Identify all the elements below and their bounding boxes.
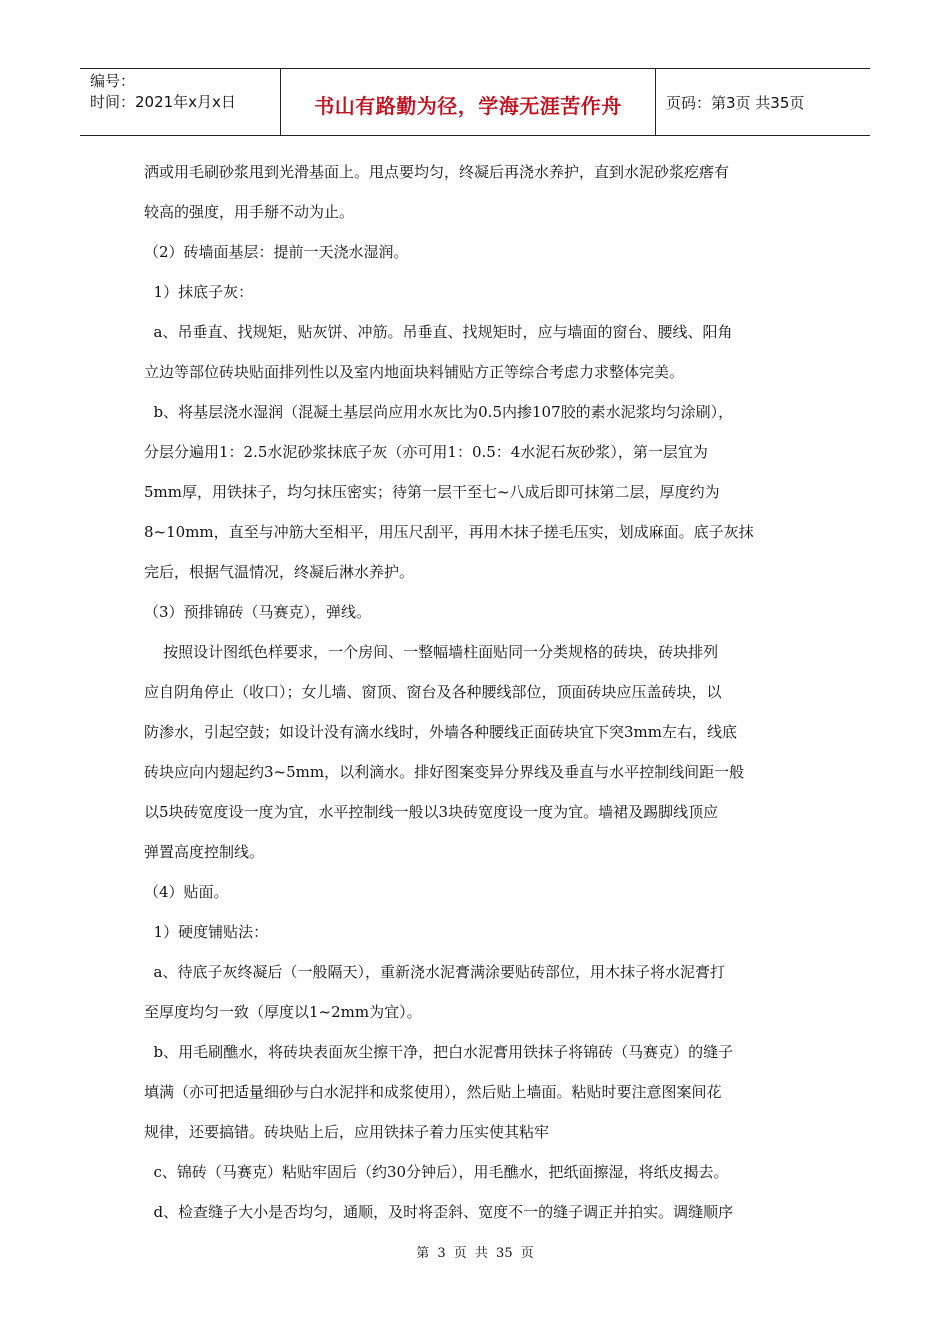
document-body — [144, 152, 814, 1232]
text-line: 规律，还要搞错。砖块贴上后，应用铁抹子着力压实使其粘牢 — [144, 1123, 550, 1141]
text-line: b、用毛刷醮水，将砖块表面灰尘擦干净，把白水泥膏用铁抹子将锦砖（马赛克）的缝子 — [144, 1043, 734, 1061]
text-line: 按照设计图纸色样要求，一个房间、一整幅墙柱面贴同一分类规格的砖块，砖块排列 — [144, 643, 719, 661]
page-footer: 第 3 页 共 35 页 — [416, 1246, 534, 1261]
text-line: 填满（亦可把适量细砂与白水泥拌和成浆使用），然后贴上墙面。粘贴时要注意图案间花 — [144, 1083, 722, 1101]
text-line: b、将基层浇水湿润（混凝土基层尚应用水灰比为0.5内掺107胶的素水泥浆均匀涂刷）， — [144, 403, 734, 421]
text-line: 分层分遍用1：2.5水泥砂浆抹底子灰（亦可用1：0.5：4水泥石灰砂浆），第一层宜为 — [144, 443, 708, 461]
text-line: 防渗水，引起空鼓；如设计没有滴水线时，外墙各种腰线正面砖块宜下突3mm左右，线底 — [144, 723, 737, 741]
text-line: 砖块应向内翅起约3~5mm，以利滴水。排好图案变异分界线及垂直与水平控制线间距一般 — [144, 763, 745, 781]
text-line: 弹置高度控制线。 — [144, 843, 265, 861]
page-header — [80, 68, 870, 136]
text-line: 5mm厚，用铁抹子，均匀抹压密实；待第一层干至七~八成后即可抹第二层，厚度约为 — [144, 483, 720, 501]
text-line: 以5块砖宽度设一度为宜，水平控制线一般以3块砖宽度设一度为宜。墙裙及踢脚线顶应 — [144, 803, 719, 821]
text-line: 洒或用毛刷砂浆甩到光滑基面上。甩点要均匀，终凝后再浇水养护，直到水泥砂浆疙瘩有 — [144, 163, 730, 181]
text-line: d、检查缝子大小是否均匀，通顺，及时将歪斜、宽度不一的缝子调正并拍实。调缝顺序 — [144, 1203, 734, 1221]
text-line: 至厚度均匀一致（厚度以1~2mm为宜）。 — [144, 1003, 422, 1021]
text-line: c、锦砖（马赛克）粘贴牢固后（约30分钟后），用毛醮水，把纸面擦湿，将纸皮揭去。 — [144, 1163, 729, 1181]
header-motto: 书山有路勤为径，学海无涯苦作舟 — [281, 69, 656, 135]
text-line: （3）预排锦砖（马赛克），弹线。 — [144, 603, 372, 621]
text-line: 较高的强度，用手掰不动为止。 — [144, 203, 355, 221]
text-line: 8~10mm，直至与冲筋大至相平，用压尺刮平，再用木抹子搓毛压实，划成麻面。底子灰抹 — [144, 523, 754, 541]
text-line: 立边等部位砖块贴面排列性以及室内地面块料铺贴方正等综合考虑力求整体完美。 — [144, 363, 685, 381]
text-line: 应自阴角停止（收口）；女儿墙、窗顶、窗台及各种腰线部位，顶面砖块应压盖砖块，以 — [144, 683, 722, 701]
text-line: a、吊垂直、找规矩，贴灰饼、冲筋。吊垂直、找规矩时，应与墙面的窗台、腰线、阳角 — [144, 323, 733, 341]
text-line: （4）贴面。 — [144, 883, 229, 901]
text-line: 完后，根据气温情况，终凝后淋水养护。 — [144, 563, 415, 581]
text-line: （2）砖墙面基层：提前一天浇水湿润。 — [144, 243, 409, 261]
text-line: 1）抹底子灰： — [144, 283, 254, 301]
header-page-info: 页码：第3页 共35页 — [666, 93, 805, 112]
header-meta — [80, 69, 281, 135]
number-label: 编号： — [90, 72, 136, 90]
text-line: a、待底子灰终凝后（一般隔天），重新浇水泥膏满涂要贴砖部位，用木抹子将水泥膏打 — [144, 963, 725, 981]
time-label: 时间：2021年x月x日 — [90, 93, 236, 111]
text-line: 1）硬度铺贴法： — [144, 923, 269, 941]
